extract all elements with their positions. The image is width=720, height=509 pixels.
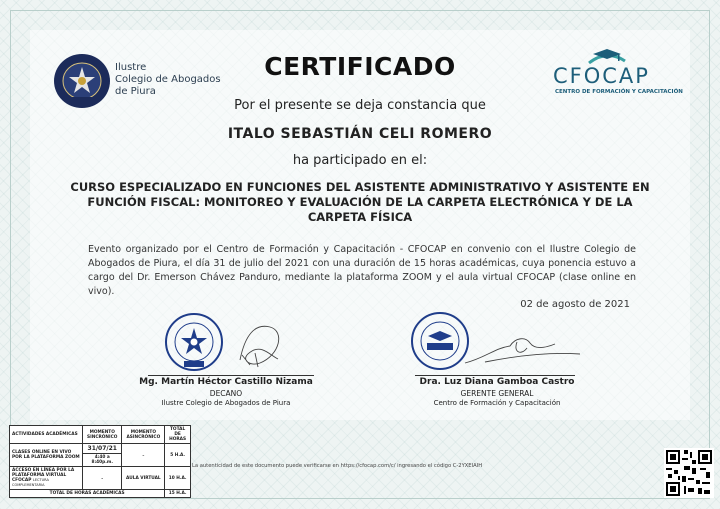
icap-logo-line2: Colegio de Abogados: [115, 74, 221, 85]
academic-hours-table: [9, 425, 191, 498]
row1-total: 5 H.A.: [165, 444, 191, 467]
cfocap-brand: CFOCAP: [553, 64, 650, 88]
row2-activity-sub: LECTURA COMPLEMENTARIA: [12, 478, 49, 487]
event-description: Evento organizado por el Centro de Formación y Capacitación - CFOCAP en convenio con el Ilustre Colegio de Abogados de Piura, el día 31 de julio del 2021 con una duración de 15 horas académicas, cuya ponencia estuvo a cargo del Dr. Emerson Chávez Panduro, mediante la plataforma ZOOM y el aula virtual CFOCAP (clase online en vivo).: [88, 244, 636, 297]
row2-activity: [10, 467, 83, 490]
signature-line-2: [415, 375, 575, 376]
table-row: [10, 467, 191, 490]
signer-1-institution: Ilustre Colegio de Abogados de Piura: [161, 399, 291, 407]
signature-gamboa: [455, 318, 585, 373]
header-activities: ACTIVIDADES ACADÉMICAS: [10, 426, 83, 444]
signature-castillo: [200, 315, 310, 375]
row1-sync-time: 4:40 a 8:40p.m.: [83, 454, 122, 467]
row2-sync: -: [83, 467, 122, 490]
signer-1-role: DECANO: [209, 389, 243, 398]
footer-total: 15 H.A.: [165, 490, 191, 498]
signer-2-name: Dra. Luz Diana Gamboa Castro: [419, 377, 575, 387]
qr-code-icon[interactable]: [664, 448, 714, 498]
table-row: [10, 444, 191, 454]
header-sync: MOMENTO SINCRÓNICO: [83, 426, 122, 444]
issue-date: 02 de agosto de 2021: [520, 299, 630, 310]
row2-activity-label: ACCESO EN LÍNEA POR LA PLATAFORMA VIRTUAL CFOCAP: [12, 468, 75, 483]
signer-1-name: Mg. Martín Héctor Castillo Nizama: [139, 377, 313, 387]
certificate-title: CERTIFICADO: [264, 52, 456, 81]
icap-logo-line1: Ilustre: [115, 62, 147, 73]
recipient-name: ITALO SEBASTIÁN CELI ROMERO: [227, 126, 493, 142]
header-total: TOTAL DE HORAS: [165, 426, 191, 444]
table-header-row: [10, 426, 191, 444]
signer-2-role: GERENTE GENERAL: [460, 389, 534, 398]
verification-note: La autenticidad de este documento puede verificarse en https://cfocap.com/c/ ingresando el código C-2YXEIAIH: [192, 463, 483, 469]
course-title: CURSO ESPECIALIZADO EN FUNCIONES DEL ASISTENTE ADMINISTRATIVO Y ASISTENTE EN FUNCIÓN FISCAL: MONITOREO Y EVALUACIÓN DE LA CARPETA ELECTRÓNICA Y DE LA CARPETA FÍSICA: [70, 180, 650, 224]
signature-line-1: [148, 375, 314, 376]
row1-activity: CLASES ONLINE EN VIVO POR LA PLATAFORMA ZOOM: [10, 444, 83, 467]
table-footer-row: [10, 490, 191, 498]
row1-sync-date: 31/07/21: [83, 444, 122, 454]
row1-async: -: [122, 444, 165, 467]
icap-logo-line3: de Piura: [115, 86, 156, 97]
intro-text: Por el presente se deja constancia que: [234, 98, 486, 113]
signer-2-institution: Centro de Formación y Capacitación: [433, 399, 561, 407]
footer-label: TOTAL DE HORAS ACADÉMICAS: [10, 490, 165, 498]
row2-async: AULA VIRTUAL: [122, 467, 165, 490]
participated-text: ha participado en el:: [292, 153, 428, 168]
cfocap-tagline: CENTRO DE FORMACIÓN Y CAPACITACIÓN: [555, 89, 683, 95]
row2-total: 10 H.A.: [165, 467, 191, 490]
header-async: MOMENTO ASINCRÓNICO: [122, 426, 165, 444]
